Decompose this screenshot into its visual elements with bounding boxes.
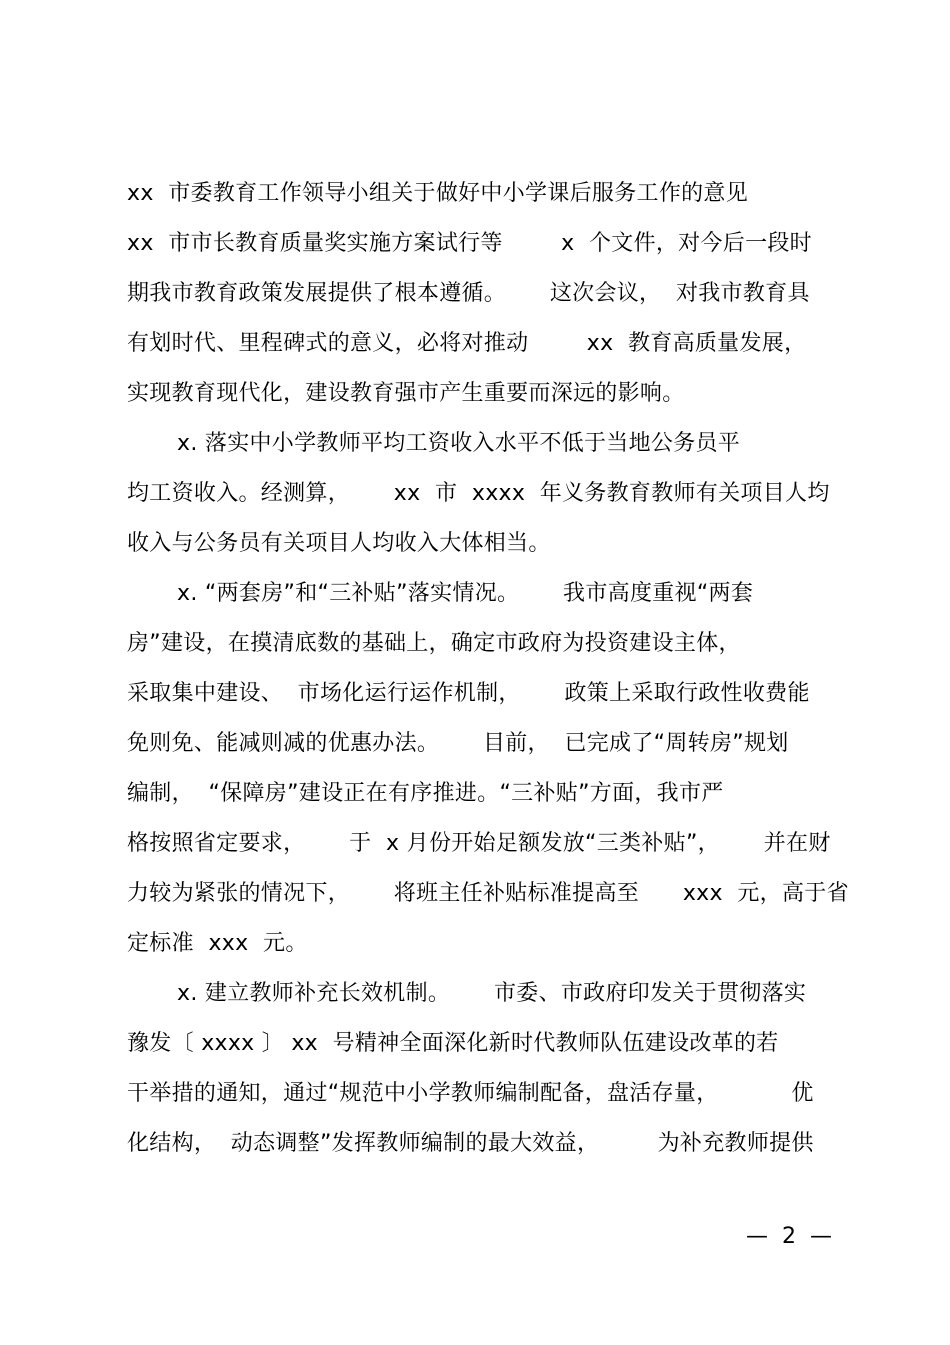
- text-line: 采取集中建设、 市场化运行运作机制， 政策上采取行政性收费能: [127, 681, 810, 706]
- text-line: 豫发〔 xxxx 〕 xx 号精神全面深化新时代教师队伍建设改革的若: [127, 1031, 779, 1056]
- text-line: 编制， “保障房”建设正在有序推进。“三补贴”方面，我市严: [127, 781, 724, 806]
- text-line: 均工资收入。经测算， xx 市 xxxx 年义务教育教师有关项目人均: [127, 481, 830, 506]
- text-line: 收入与公务员有关项目人均收入大体相当。: [127, 531, 551, 556]
- page-number: — 2 —: [746, 1224, 832, 1249]
- text-line: 格按照省定要求， 于 x 月份开始足额发放“三类补贴”， 并在财: [127, 831, 831, 856]
- text-line: 化结构， 动态调整”发挥教师编制的最大效益， 为补充教师提供: [127, 1131, 814, 1156]
- text-line: 期我市教育政策发展提供了根本遵循。 这次会议， 对我市教育具: [127, 281, 810, 306]
- paragraph-start-line: x. 落实中小学教师平均工资收入水平不低于当地公务员平: [177, 431, 741, 456]
- text-line: 干举措的通知，通过“规范中小学教师编制配备，盘活存量， 优: [127, 1081, 814, 1106]
- text-line: 实现教育现代化，建设教育强市产生重要而深远的影响。: [127, 381, 685, 406]
- text-line: 力较为紧张的情况下， 将班主任补贴标准提高至 xxx 元，高于省: [127, 881, 849, 906]
- text-line: xx 市市长教育质量奖实施方案试行等 x 个文件，对今后一段时: [127, 231, 812, 256]
- paragraph-start-line: x. “两套房”和“三补贴”落实情况。 我市高度重视“两套: [177, 581, 754, 606]
- text-line: 定标准 xxx 元。: [127, 931, 308, 956]
- text-line: xx 市委教育工作领导小组关于做好中小学课后服务工作的意见: [127, 181, 749, 206]
- text-line: 有划时代、里程碑式的意义，必将对推动 xx 教育高质量发展，: [127, 331, 807, 356]
- text-line: 房”建设，在摸清底数的基础上，确定市政府为投资建设主体，: [127, 631, 741, 656]
- text-line: 免则免、能减则减的优惠办法。 目前， 已完成了“周转房”规划: [127, 731, 789, 756]
- paragraph-start-line: x. 建立教师补充长效机制。 市委、市政府印发关于贯彻落实: [177, 981, 807, 1006]
